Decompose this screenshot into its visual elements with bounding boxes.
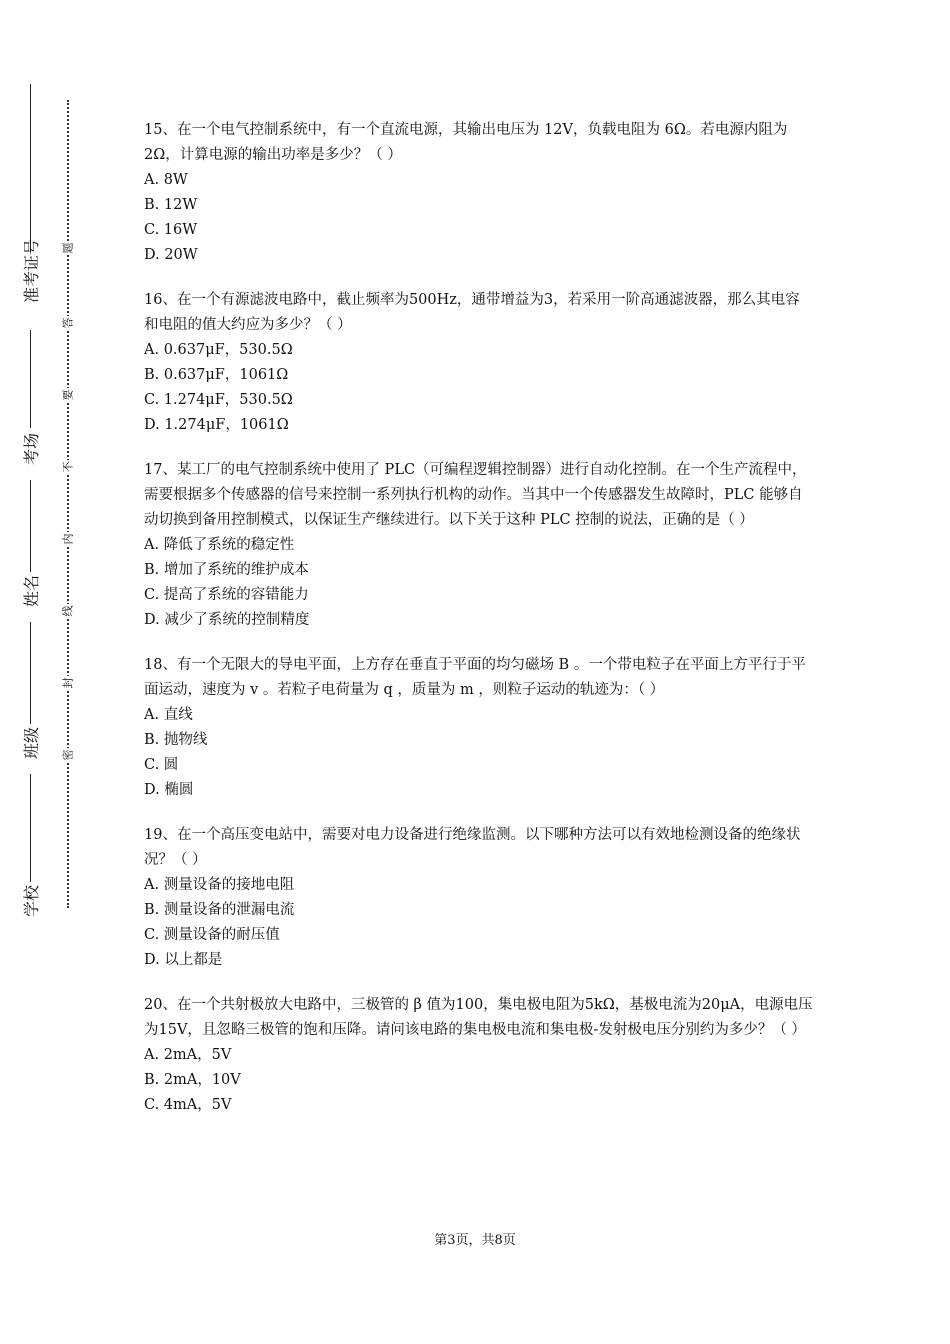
option-c: C. 测量设备的耐压值 — [144, 927, 280, 943]
margin-field-name: 姓名 — [22, 574, 41, 607]
option-a: A. 降低了系统的稳定性 — [144, 537, 295, 553]
question-19 — [144, 823, 814, 973]
option-a: A. 2mA，5V — [144, 1047, 232, 1063]
margin-field-school: 学校 — [22, 884, 41, 917]
margin-rule-3 — [30, 480, 31, 572]
seal-char: 题 — [61, 242, 74, 254]
option-d: D. 20W — [144, 247, 198, 263]
seal-char: 线 — [61, 605, 74, 617]
page-footer — [0, 1232, 950, 1250]
question-stem: 18、有一个无限大的导电平面，上方存在垂直于平面的均匀磁场 B 。一个带电粒子在平面上方平行于平面运动，速度为 v 。若粒子电荷量为 q ，质量为 m ，则粒子运动的轨迹为：（ ） — [144, 657, 806, 698]
margin-rule-1 — [30, 84, 31, 252]
option-d: D. 1.274μF，1061Ω — [144, 417, 289, 433]
option-c: C. 16W — [144, 222, 198, 238]
option-c: C. 提高了系统的容错能力 — [144, 587, 309, 603]
question-16 — [144, 288, 814, 438]
margin-field-exam-number: 准考证号 — [22, 238, 41, 303]
option-b: B. 0.637μF，1061Ω — [144, 367, 289, 383]
option-c: C. 圆 — [144, 757, 179, 773]
seal-char: 封 — [61, 677, 74, 689]
question-15 — [144, 118, 814, 268]
option-d: D. 以上都是 — [144, 952, 223, 968]
seal-char: 要 — [61, 389, 74, 401]
margin-rule-2 — [30, 330, 31, 428]
option-a: A. 直线 — [144, 707, 193, 723]
option-b: B. 增加了系统的维护成本 — [144, 562, 309, 578]
seal-char: 不 — [61, 461, 74, 473]
question-17 — [144, 458, 814, 633]
question-stem: 19、在一个高压变电站中，需要对电力设备进行绝缘监测。以下哪种方法可以有效地检测设备的绝缘状况？（ ） — [144, 827, 801, 868]
option-a: A. 8W — [144, 172, 188, 188]
option-c: C. 4mA，5V — [144, 1097, 232, 1113]
option-c: C. 1.274μF，530.5Ω — [144, 392, 293, 408]
option-a: A. 测量设备的接地电阻 — [144, 877, 295, 893]
question-stem: 15、在一个电气控制系统中，有一个直流电源，其输出电压为 12V，负载电阻为 6Ω。若电源内阻为 2Ω，计算电源的输出功率是多少？（ ） — [144, 122, 788, 163]
seal-char: 内 — [61, 533, 74, 545]
seal-dotted-line — [67, 100, 69, 908]
question-18 — [144, 653, 814, 803]
option-a: A. 0.637μF，530.5Ω — [144, 342, 293, 358]
margin-field-exam-room: 考场 — [22, 432, 41, 465]
question-stem: 20、在一个共射极放大电路中，三极管的 β 值为100，集电极电阻为5kΩ，基极电流为20μA，电源电压为15V，且忽略三极管的饱和压降。请问该电路的集电极电流和集电极-发射极电压分别约为多少？（ ） — [144, 997, 813, 1038]
option-d: D. 减少了系统的控制精度 — [144, 612, 310, 628]
seal-char: 答 — [61, 317, 74, 329]
option-b: B. 抛物线 — [144, 732, 208, 748]
margin-rule-5 — [30, 774, 31, 882]
option-b: B. 12W — [144, 197, 198, 213]
question-20 — [144, 993, 814, 1118]
page-number: 第3页，共8页 — [434, 1233, 516, 1248]
option-b: B. 测量设备的泄漏电流 — [144, 902, 295, 918]
question-list — [144, 118, 814, 1138]
margin-field-class: 班级 — [22, 726, 41, 759]
margin-rule-4 — [30, 622, 31, 724]
question-stem: 16、在一个有源滤波电路中，截止频率为500Hz，通带增益为3，若采用一阶高通滤波器，那么其电容和电阻的值大约应为多少？（ ） — [144, 292, 800, 333]
seal-char: 密 — [61, 749, 74, 761]
option-b: B. 2mA，10V — [144, 1072, 241, 1088]
question-stem: 17、某工厂的电气控制系统中使用了 PLC（可编程逻辑控制器）进行自动化控制。在一个生产流程中，需要根据多个传感器的信号来控制一系列执行机构的动作。当其中一个传感器发生故障时，PLC 能够自动切换到备用控制模式，以保证生产继续进行。以下关于这种 PLC 控制的说法，正确的是（ ） — [144, 462, 807, 528]
option-d: D. 椭圆 — [144, 782, 194, 798]
